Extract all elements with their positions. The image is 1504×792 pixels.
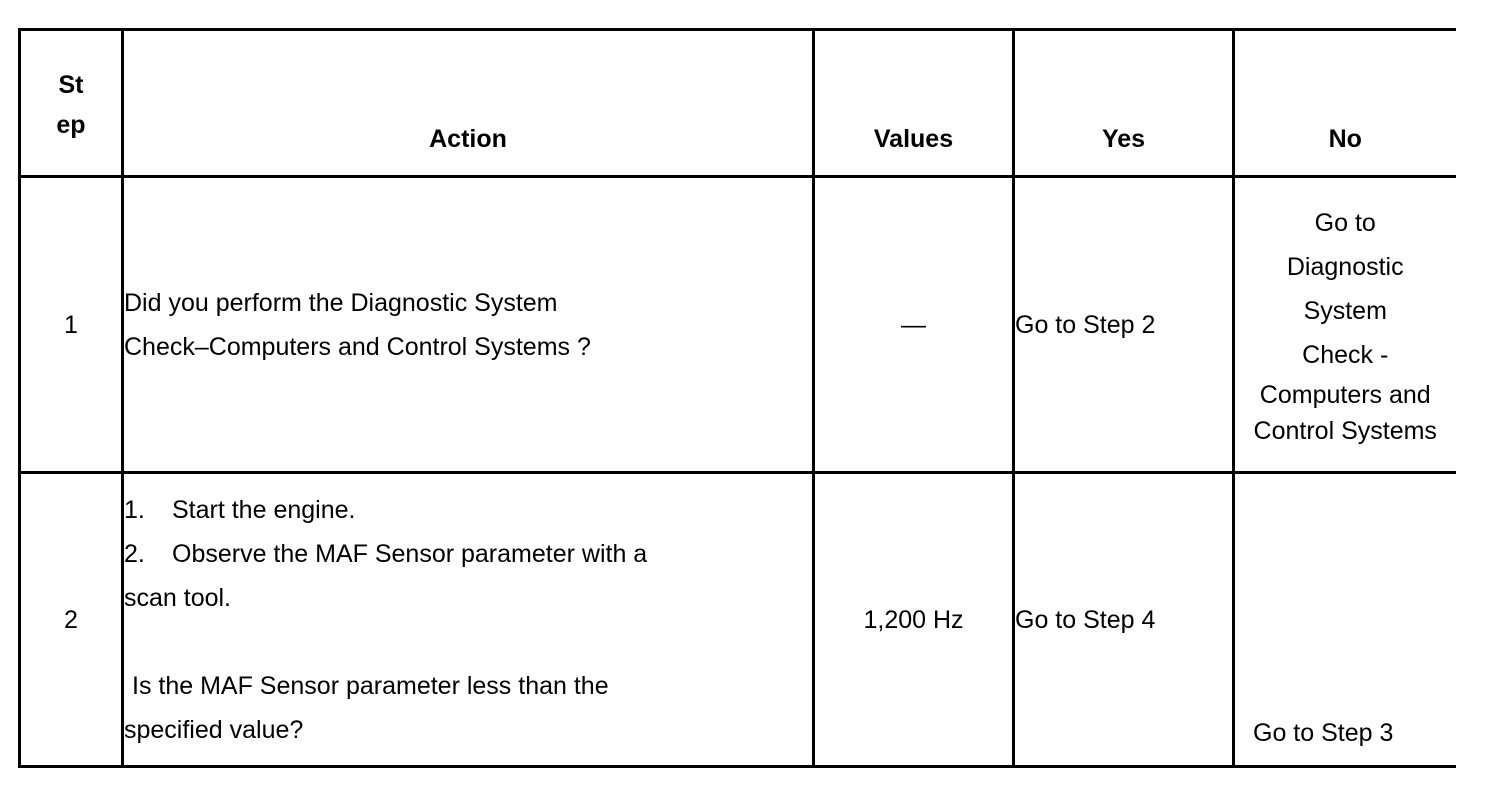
action-question: Is the MAF Sensor parameter less than the [132,671,609,700]
action-text: Did you perform the Diagnostic System [124,288,558,317]
diagnostic-table-sheet [18,28,1454,768]
header-action: Action [123,30,814,177]
table-row [20,177,1456,473]
action-text: scan tool. [124,583,232,612]
action-text: Check–Computers and Control Systems ? [124,332,591,361]
step-number: 2 [20,473,123,767]
action-spacer [124,620,812,664]
table-row [20,473,1456,767]
no-text-line: Diagnostic [1286,252,1404,281]
no-text-line: Control Systems [1253,416,1437,445]
yes-cell [1014,177,1234,473]
action-list-item [124,532,812,576]
no-text-line: System [1303,296,1387,325]
action-question: specified value? [124,715,304,744]
header-step-line-2: ep [56,111,86,139]
value-cell: — [814,177,1014,473]
header-row [20,30,1456,177]
no-text-line: Go to [1314,208,1376,237]
action-cell [123,177,814,473]
step-number: 1 [20,177,123,473]
no-link-text: Go to Step 3 [1253,719,1394,747]
no-text-line: Check - [1302,340,1389,369]
header-no: No [1234,30,1456,177]
diagnostic-table [18,28,1456,768]
header-step-line-1: St [58,71,84,99]
header-yes: Yes [1014,30,1234,177]
no-text-stack [1235,201,1456,449]
value-cell: 1,200 Hz [814,473,1014,767]
yes-link-text: Go to Step 4 [1015,605,1156,634]
no-cell [1234,177,1456,473]
action-list-item [124,488,812,532]
no-text-line: Computers and [1259,380,1431,409]
action-list-number: 1. [124,495,145,524]
action-list-number: 2. [124,539,145,568]
header-step [20,30,123,177]
action-cell [123,473,814,767]
no-cell [1234,473,1456,767]
header-values: Values [814,30,1014,177]
action-list-text: Observe the MAF Sensor parameter with a [172,539,648,568]
yes-cell [1014,473,1234,767]
yes-link-text: Go to Step 2 [1015,310,1156,339]
action-list-text: Start the engine. [172,495,356,524]
